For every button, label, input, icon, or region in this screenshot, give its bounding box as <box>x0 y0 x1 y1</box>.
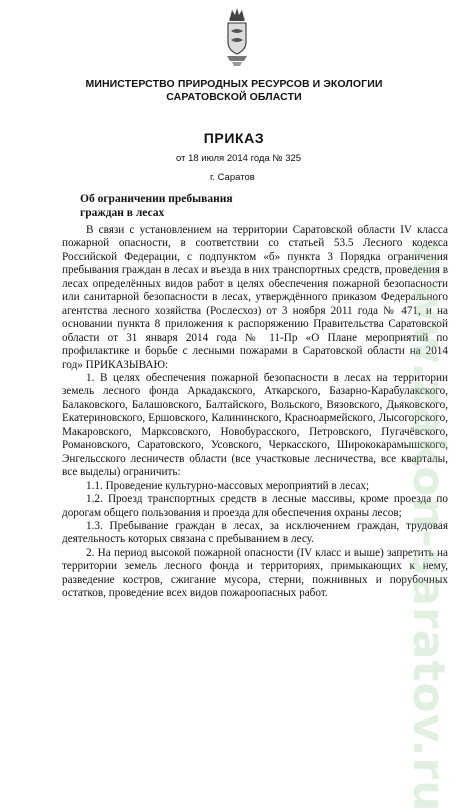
body-paragraph: 1. В целях обеспечения пожарной безопасности в лесах на территории земель лесного фонда Аркадакского, Аткарского, Базарно-Карабулакского, Балаковского, Балашовского, Балтайского, Вольского, Вязовского, Дьяковского, Екатериновского, Ершовского, Калининского, Красноармейского, Лысогорского, Макаровского, Марксовского, Новобурасского, Петровского, Пугачёвского, Романовского, Саратовского, Усовского, Черкасского, Ширококарамышского, Энгельсского лесничеств области (все участковые лесничества, все кварталы, все выделы) ограничить: <box>62 371 448 479</box>
order-place: г. Саратов <box>210 172 255 183</box>
body-paragraph: 1.3. Пребывание граждан в лесах, за исключением граждан, трудовая деятельность которых связана с пребыванием в лесу. <box>62 519 448 546</box>
body-paragraph: 2. На период высокой пожарной опасности (IV класс и выше) запретить на территории земель лесного фонда и территориях, примыкающих к нему, разведение костров, сжигание мусора, стерни, пожнивных и порубочных остатков, проведение всех видов пожароопасных работ. <box>62 546 448 600</box>
saratov-coat-of-arms-icon <box>224 4 250 68</box>
order-body <box>62 224 448 601</box>
order-title: ПРИКАЗ <box>203 130 265 146</box>
order-subject-line2: граждан в лесах <box>80 207 165 219</box>
ministry-name-line2: САРАТОВСКОЙ ОБЛАСТИ <box>166 91 302 103</box>
body-paragraph: 1.2. Проезд транспортных средств в лесные массивы, кроме проезда по дорогам общего пользования и проезда для обеспечения охраны лесов; <box>62 493 448 519</box>
ministry-name-line1: МИНИСТЕРСТВО ПРИРОДНЫХ РЕСУРСОВ И ЭКОЛОГИИ <box>85 78 383 90</box>
order-date-number: от 18 июля 2014 года № 325 <box>176 153 302 164</box>
watermark-text: www.zakon-saratov.ru <box>403 240 454 812</box>
body-paragraph: В связи с установлением на территории Саратовской области IV класса пожарной опасности, в соответствии со статьей 53.5 Лесного кодекса Российской Федерации, с подпунктом «б» пункта 3 Порядка ограничения пребывания граждан в лесах и въезда в них транспортных средств, проведения в лесах определённых видов работ в целях обеспечения пожарной безопасности или санитарной безопасности в лесах, утверждённого приказом Федерального агентства лесного хозяйства (Рослесхоз) от 3 ноября 2011 года № 471, и на основании пункта 8 приложения к распоряжению Правительства Саратовской области от 31 января 2014 года № 11-Пр «О Плане мероприятий по профилактике и борьбе с лесными пожарами в Саратовской области на 2014 год» ПРИКАЗЫВАЮ: <box>62 224 448 371</box>
body-paragraph: 1.1. Проведение культурно-массовых мероприятий в лесах; <box>86 479 370 492</box>
order-subject-line1: Об ограничении пребывания <box>80 193 233 205</box>
